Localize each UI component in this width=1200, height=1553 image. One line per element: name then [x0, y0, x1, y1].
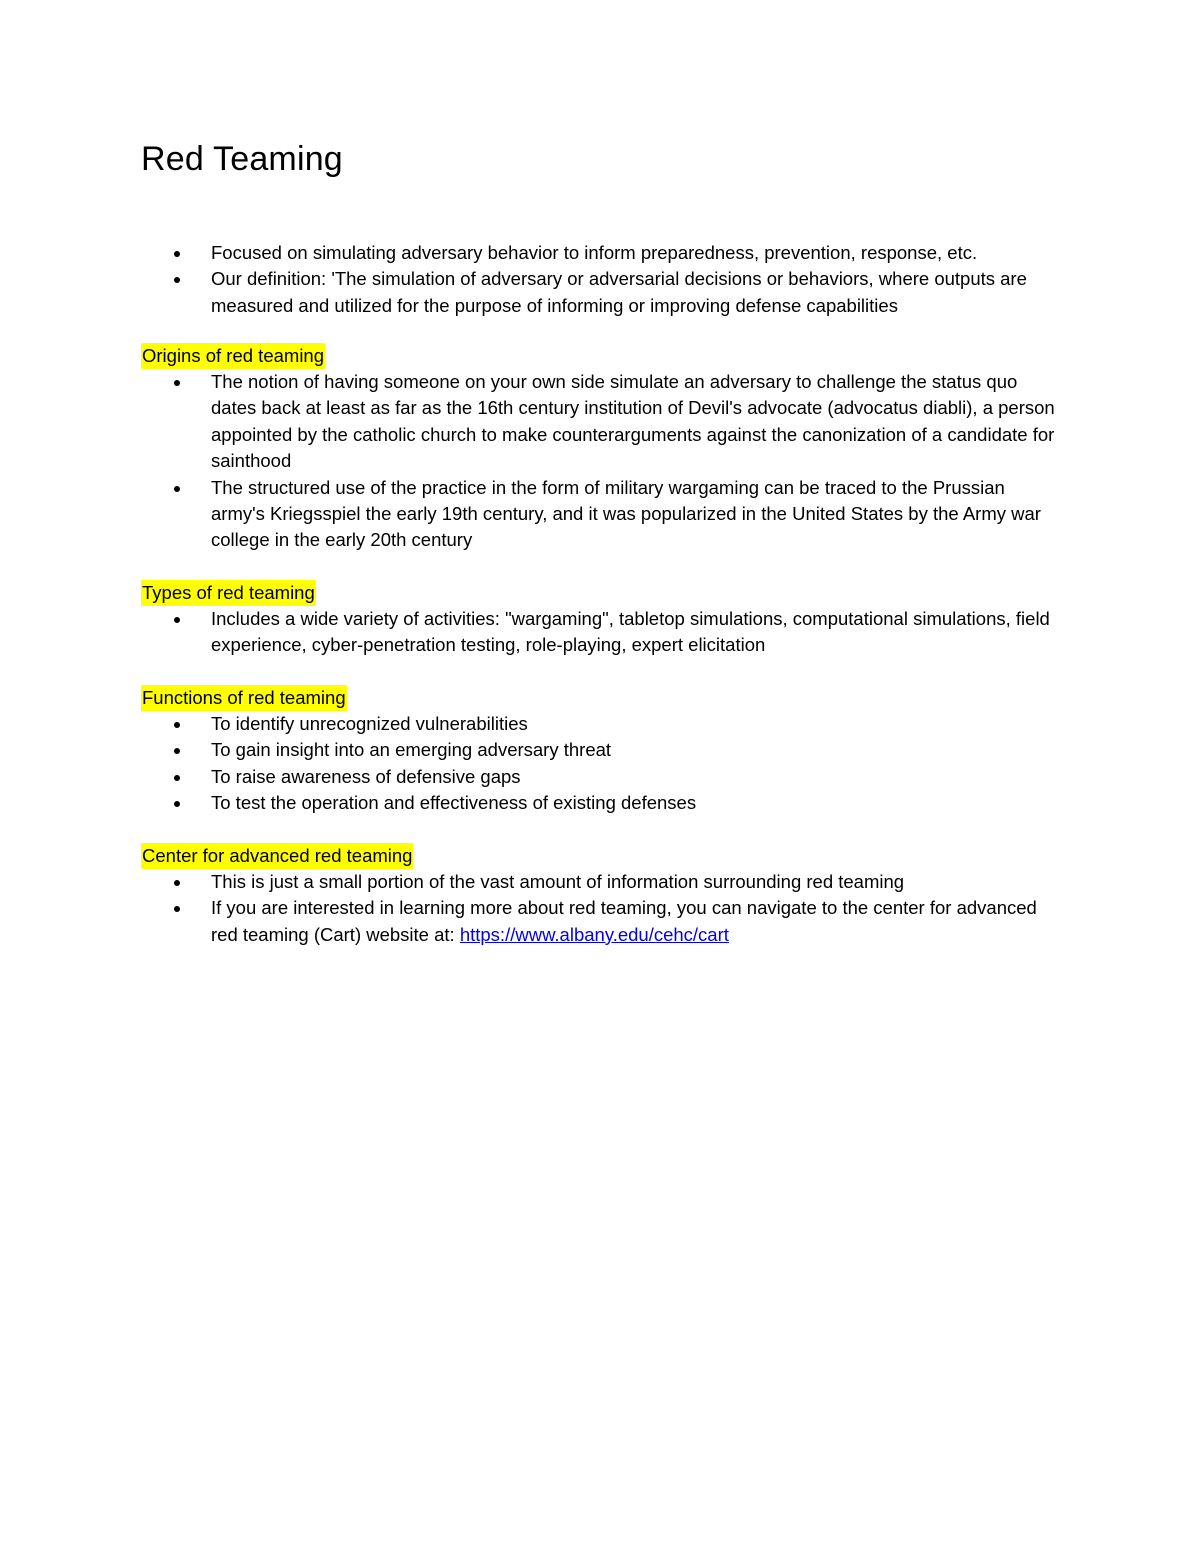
- document-title: Red Teaming: [141, 140, 343, 178]
- types-section: [141, 580, 1071, 659]
- list-item-text: The notion of having someone on your own side simulate an adversary to challenge the status quo dates back at least as far as the 16th century institution of Devil's advocate (advocatus diabli), a person appointed by the catholic church to make counterarguments against the canonization of a candidate for sainthood: [211, 371, 1055, 472]
- section-heading-functions: Functions of red teaming: [141, 685, 347, 711]
- types-bullet-list: [141, 606, 1071, 659]
- list-item: [141, 475, 1061, 554]
- bullet-icon: [174, 277, 180, 283]
- list-item-text: To identify unrecognized vulnerabilities: [211, 713, 528, 734]
- section-heading-types: Types of red teaming: [141, 580, 316, 606]
- bullet-icon: [174, 748, 180, 754]
- list-item-text: To raise awareness of defensive gaps: [211, 765, 521, 787]
- bullet-icon: [174, 617, 180, 623]
- origins-section: [141, 343, 1071, 554]
- list-item-text: If you are interested in learning more about red teaming, you can navigate to the center for advanced red teaming (Cart) website at:: [211, 897, 1037, 945]
- section-heading-origins: Origins of red teaming: [141, 343, 325, 369]
- center-section: [141, 843, 1071, 948]
- list-item: [141, 764, 1061, 790]
- bullet-icon: [174, 906, 180, 912]
- list-item-text: The structured use of the practice in the form of military wargaming can be traced to the Prussian army's Kriegsspiel the early 19th century, and it was popularized in the United States by the Army war college in the early 20th century: [211, 476, 1041, 551]
- bullet-icon: [174, 775, 180, 781]
- list-item-text: To test the operation and effectiveness of existing defenses: [211, 792, 697, 814]
- bullet-icon: [174, 486, 180, 492]
- intro-section: [141, 240, 1071, 319]
- list-item-text: Includes a wide variety of activities: "wargaming", tabletop simulations, computational simulations, field experience, cyber-penetration testing, role-playing, expert elicitation: [211, 608, 1050, 656]
- bullet-icon: [174, 251, 180, 257]
- cart-website-link[interactable]: https://www.albany.edu/cehc/cart: [459, 923, 729, 945]
- list-item-text: Our definition: 'The simulation of adversary or adversarial decisions or behaviors, where outputs are measured and utilized for the purpose of informing or improving defense capabilities: [211, 268, 1027, 316]
- bullet-icon: [174, 722, 180, 728]
- list-item: [141, 711, 1061, 737]
- list-item: [141, 869, 1061, 895]
- list-item: [141, 266, 1061, 319]
- list-item-text: Focused on simulating adversary behavior to inform preparedness, prevention, response, etc.: [211, 242, 978, 263]
- functions-bullet-list: [141, 711, 1071, 817]
- bullet-icon: [174, 380, 180, 386]
- list-item: [141, 240, 1061, 266]
- list-item: [141, 737, 1061, 763]
- bullet-icon: [174, 880, 180, 886]
- list-item-text: To gain insight into an emerging adversary threat: [211, 739, 612, 761]
- section-heading-center: Center for advanced red teaming: [141, 843, 413, 869]
- bullet-icon: [174, 801, 180, 807]
- list-item: [141, 895, 1061, 948]
- intro-bullet-list: [141, 240, 1071, 319]
- functions-section: [141, 685, 1071, 817]
- origins-bullet-list: [141, 369, 1071, 554]
- list-item: [141, 369, 1061, 475]
- list-item-text: This is just a small portion of the vast amount of information surrounding red teaming: [211, 871, 905, 892]
- list-item: [141, 790, 1061, 816]
- list-item: [141, 606, 1061, 659]
- center-bullet-list: [141, 869, 1071, 948]
